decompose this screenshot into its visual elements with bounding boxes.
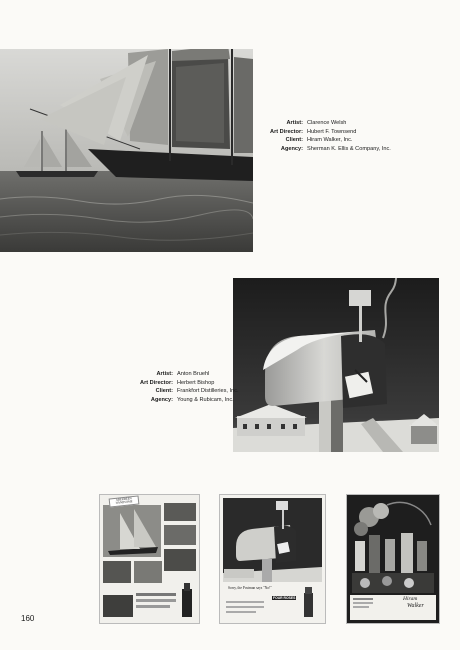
credits-block-middle (98, 370, 239, 404)
ad-thumbnail-mailbox (219, 494, 326, 624)
credit-value: Hiram Walker, Inc. (307, 137, 353, 144)
credit-value: Sherman K. Ellis & Company, Inc. (307, 145, 391, 152)
credit-value: Clarence Welsh (307, 120, 347, 126)
credit-art-director-row (241, 128, 391, 137)
ad-caption: Sorry, the Postman says "No!" (228, 586, 272, 590)
ad-brand-label-2: Walker (407, 603, 424, 609)
credit-value: Herbert Bishop (177, 379, 215, 386)
credit-value: Anton Bruehl (177, 371, 210, 377)
credit-label: Art Director: (140, 379, 173, 386)
credit-value: Frankfort Distilleries, Inc. (177, 388, 239, 395)
credit-value: Hubert F. Townsend (307, 128, 357, 135)
credit-agency-row (98, 396, 239, 405)
credit-label: Art Director: (270, 128, 303, 135)
ad-thumbnail-schooner (99, 494, 200, 624)
credit-artist-row (241, 119, 391, 128)
ad-brand-label: FOUR ROSES (273, 596, 296, 600)
mailbox-photo (233, 278, 439, 452)
credit-label: Client: (155, 388, 173, 395)
ad-sign-label: ABERDEEN HANDSOME (109, 495, 140, 507)
ad-brand-label-1: Hiram (403, 596, 418, 602)
credit-label: Client: (285, 137, 303, 144)
schooner-photo (0, 49, 253, 252)
credit-label: Agency: (280, 145, 303, 152)
page-number: 160 (21, 614, 35, 623)
credit-label: Agency: (150, 396, 173, 403)
credit-agency-row (241, 145, 391, 154)
credit-art-director-row (98, 379, 239, 388)
credit-client-row (98, 387, 239, 396)
credit-value: Young & Rubicam, Inc. (177, 396, 234, 403)
credit-client-row (241, 136, 391, 145)
credit-label: Artist: (286, 120, 303, 126)
credit-artist-row (98, 370, 239, 379)
credit-label: Artist: (156, 371, 173, 377)
ad-thumbnail-bottles (346, 494, 440, 624)
credits-block-top (241, 119, 391, 153)
